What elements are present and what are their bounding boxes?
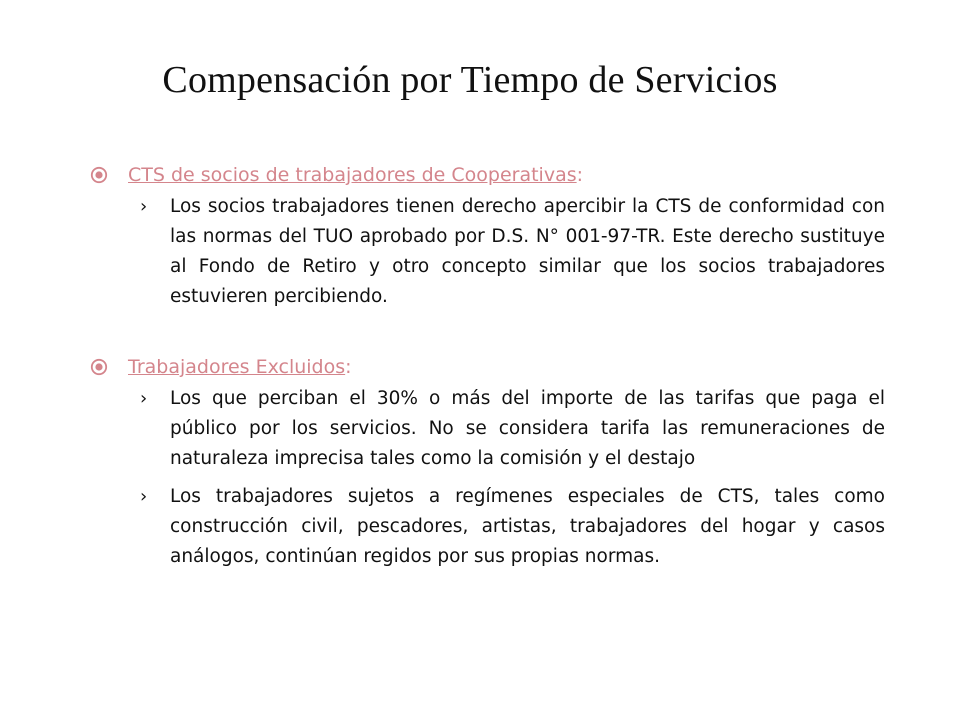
slide-content	[90, 160, 885, 572]
chevron-right-icon: ›	[140, 486, 148, 507]
circle-dot-bullet-icon	[90, 166, 108, 184]
section-excluidos	[90, 352, 885, 572]
section-cooperativas	[90, 160, 885, 312]
sub-item-text: Los socios trabajadores tienen derecho apercibir la CTS de conformidad con las normas del TUO aprobado por D.S. N° 001-97-TR. Este derecho sustituye al Fondo de Retiro y otro concepto similar que los socios trabajadores estuvieren percibiendo.	[170, 196, 885, 307]
circle-dot-bullet-icon	[90, 358, 108, 376]
slide-title: Compensación por Tiempo de Servicios	[162, 59, 778, 101]
sub-item-text: Los que perciban el 30% o más del importe de las tarifas que paga el público por los servicios. No se considera tarifa las remuneraciones de naturaleza imprecisa tales como la comisión y el destajo	[170, 388, 885, 469]
sub-item	[90, 384, 885, 474]
chevron-right-icon: ›	[140, 388, 148, 409]
sub-item	[90, 192, 885, 312]
section-heading-row	[90, 352, 885, 382]
sub-item-text: Los trabajadores sujetos a regímenes especiales de CTS, tales como construcción civil, pescadores, artistas, trabajadores del hogar y casos análogos, continúan regidos por sus propias normas.	[170, 486, 885, 567]
chevron-right-icon: ›	[140, 196, 148, 217]
heading-link-cooperativas[interactable]: CTS de socios de trabajadores de Cooperativas	[128, 164, 577, 186]
heading-colon: :	[576, 164, 584, 186]
sub-item	[90, 482, 885, 572]
section-heading-row	[90, 160, 885, 190]
heading-colon: :	[345, 356, 352, 378]
heading-link-excluidos[interactable]: Trabajadores Excluidos	[128, 356, 346, 378]
